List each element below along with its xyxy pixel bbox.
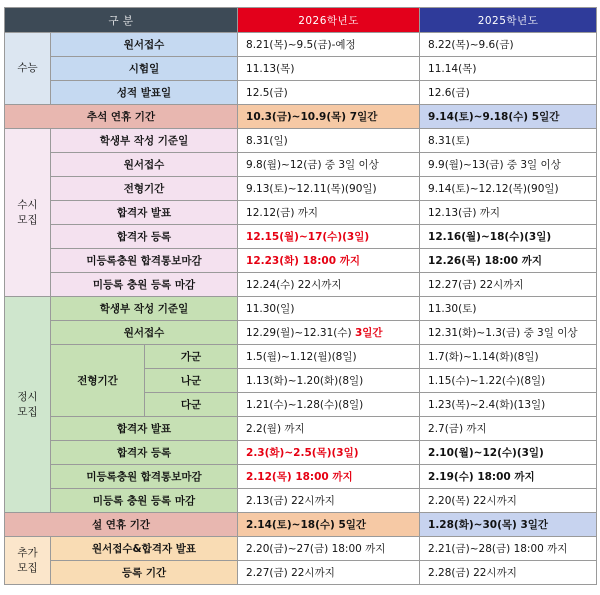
value-2025: 12.26(목) 18:00 까지 xyxy=(420,249,597,273)
value-2026: 1.5(월)~1.12(월)(8일) xyxy=(238,345,420,369)
category-chuga xyxy=(5,537,51,585)
row-label: 원서접수&합격자 발표 xyxy=(51,537,238,561)
row-label: 합격자 등록 xyxy=(51,225,238,249)
value-2025: 12.27(금) 22시까지 xyxy=(420,273,597,297)
value-2025: 1.23(목)~2.4(화)(13일) xyxy=(420,393,597,417)
value-2026: 12.23(화) 18:00 까지 xyxy=(238,249,420,273)
row-label: 미등록 충원 등록 마감 xyxy=(51,273,238,297)
value-2025: 8.31(토) xyxy=(420,129,597,153)
table-row xyxy=(5,81,597,105)
value-2026: 8.31(일) xyxy=(238,129,420,153)
row-label: 미등록충원 합격통보마감 xyxy=(51,249,238,273)
value-2026: 2.20(금)~27(금) 18:00 까지 xyxy=(238,537,420,561)
period-label: 전형기간 xyxy=(51,345,145,417)
value-2025: 2.7(금) 까지 xyxy=(420,417,597,441)
value-2025: 2.19(수) 18:00 까지 xyxy=(420,465,597,489)
table-row xyxy=(5,297,597,321)
category-line: 수시 xyxy=(17,198,38,211)
value-2025: 9.14(토)~9.18(수) 5일간 xyxy=(420,105,597,129)
table-row xyxy=(5,417,597,441)
row-label: 전형기간 xyxy=(51,177,238,201)
value-2025: 2.21(금)~28(금) 18:00 까지 xyxy=(420,537,597,561)
row-label: 시험일 xyxy=(51,57,238,81)
value-2025: 1.28(화)~30(목) 3일간 xyxy=(420,513,597,537)
value-2025: 2.28(금) 22시까지 xyxy=(420,561,597,585)
holiday-label: 설 연휴 기간 xyxy=(5,513,238,537)
value-2025: 12.6(금) xyxy=(420,81,597,105)
value-2025: 12.13(금) 까지 xyxy=(420,201,597,225)
value-2025: 9.9(월)~13(금) 중 3일 이상 xyxy=(420,153,597,177)
table-row xyxy=(5,57,597,81)
value-2025: 11.30(토) xyxy=(420,297,597,321)
header-gubun: 구 분 xyxy=(5,8,238,33)
value-2026 xyxy=(238,321,420,345)
header-2026: 2026학년도 xyxy=(238,8,420,33)
row-label: 등록 기간 xyxy=(51,561,238,585)
row-label: 원서접수 xyxy=(51,321,238,345)
table-row xyxy=(5,489,597,513)
category-line: 추가 xyxy=(17,546,38,559)
value-2025: 2.20(목) 22시까지 xyxy=(420,489,597,513)
table-row xyxy=(5,441,597,465)
value-2026: 12.15(월)~17(수)(3일) xyxy=(238,225,420,249)
value-2026: 9.8(월)~12(금) 중 3일 이상 xyxy=(238,153,420,177)
table-row xyxy=(5,345,597,369)
row-label: 성적 발표일 xyxy=(51,81,238,105)
value-2025: 12.16(월)~18(수)(3일) xyxy=(420,225,597,249)
group-label: 가군 xyxy=(145,345,238,369)
value-2025: 8.22(목)~9.6(금) xyxy=(420,33,597,57)
value-2026: 9.13(토)~12.11(목)(90일) xyxy=(238,177,420,201)
value-2026: 2.13(금) 22시까지 xyxy=(238,489,420,513)
category-line: 모집 xyxy=(17,213,38,226)
table-row xyxy=(5,465,597,489)
schedule-table xyxy=(4,7,597,585)
table-row xyxy=(5,33,597,57)
value-2025: 1.15(수)~1.22(수)(8일) xyxy=(420,369,597,393)
row-label: 미등록충원 합격통보마감 xyxy=(51,465,238,489)
row-label: 원서접수 xyxy=(51,33,238,57)
value-2025: 9.14(토)~12.12(목)(90일) xyxy=(420,177,597,201)
table-row xyxy=(5,177,597,201)
holiday-row-seol xyxy=(5,513,597,537)
category-susi xyxy=(5,129,51,297)
category-line: 모집 xyxy=(17,405,38,418)
category-suneung: 수능 xyxy=(5,33,51,105)
row-label: 합격자 발표 xyxy=(51,201,238,225)
row-label: 학생부 작성 기준일 xyxy=(51,129,238,153)
value-2026: 12.24(수) 22시까지 xyxy=(238,273,420,297)
value-2026: 11.30(일) xyxy=(238,297,420,321)
table-row xyxy=(5,537,597,561)
value-2026: 2.27(금) 22시까지 xyxy=(238,561,420,585)
row-label: 합격자 발표 xyxy=(51,417,238,441)
value-2026: 2.2(월) 까지 xyxy=(238,417,420,441)
header-2025: 2025학년도 xyxy=(420,8,597,33)
group-label: 나군 xyxy=(145,369,238,393)
value-2025: 2.10(월)~12(수)(3일) xyxy=(420,441,597,465)
value-2026: 8.21(목)~9.5(금)-예정 xyxy=(238,33,420,57)
row-label: 합격자 등록 xyxy=(51,441,238,465)
category-line: 정시 xyxy=(17,390,38,403)
group-label: 다군 xyxy=(145,393,238,417)
value-2026: 2.14(토)~18(수) 5일간 xyxy=(238,513,420,537)
value-2026: 2.12(목) 18:00 까지 xyxy=(238,465,420,489)
table-row xyxy=(5,129,597,153)
row-label: 미등록 충원 등록 마감 xyxy=(51,489,238,513)
category-line: 모집 xyxy=(17,561,38,574)
table-row xyxy=(5,561,597,585)
value-2026: 12.5(금) xyxy=(238,81,420,105)
table-row xyxy=(5,321,597,345)
table-row xyxy=(5,201,597,225)
row-label: 원서접수 xyxy=(51,153,238,177)
value-2026-duration: 3일간 xyxy=(354,327,383,339)
value-2025: 11.14(목) xyxy=(420,57,597,81)
value-2026-dates: 12.29(월)~12.31(수) xyxy=(246,327,355,339)
row-label: 학생부 작성 기준일 xyxy=(51,297,238,321)
value-2026: 2.3(화)~2.5(목)(3일) xyxy=(238,441,420,465)
holiday-row-chuseok xyxy=(5,105,597,129)
table-row xyxy=(5,249,597,273)
value-2026: 10.3(금)~10.9(목) 7일간 xyxy=(238,105,420,129)
value-2026: 11.13(목) xyxy=(238,57,420,81)
value-2025: 1.7(화)~1.14(화)(8일) xyxy=(420,345,597,369)
value-2026: 1.21(수)~1.28(수)(8일) xyxy=(238,393,420,417)
header-row xyxy=(5,8,597,33)
value-2025: 12.31(화)~1.3(금) 중 3일 이상 xyxy=(420,321,597,345)
value-2026: 12.12(금) 까지 xyxy=(238,201,420,225)
value-2026: 1.13(화)~1.20(화)(8일) xyxy=(238,369,420,393)
category-jeongsi xyxy=(5,297,51,513)
table-row xyxy=(5,153,597,177)
table-row xyxy=(5,273,597,297)
holiday-label: 추석 연휴 기간 xyxy=(5,105,238,129)
table-row xyxy=(5,225,597,249)
